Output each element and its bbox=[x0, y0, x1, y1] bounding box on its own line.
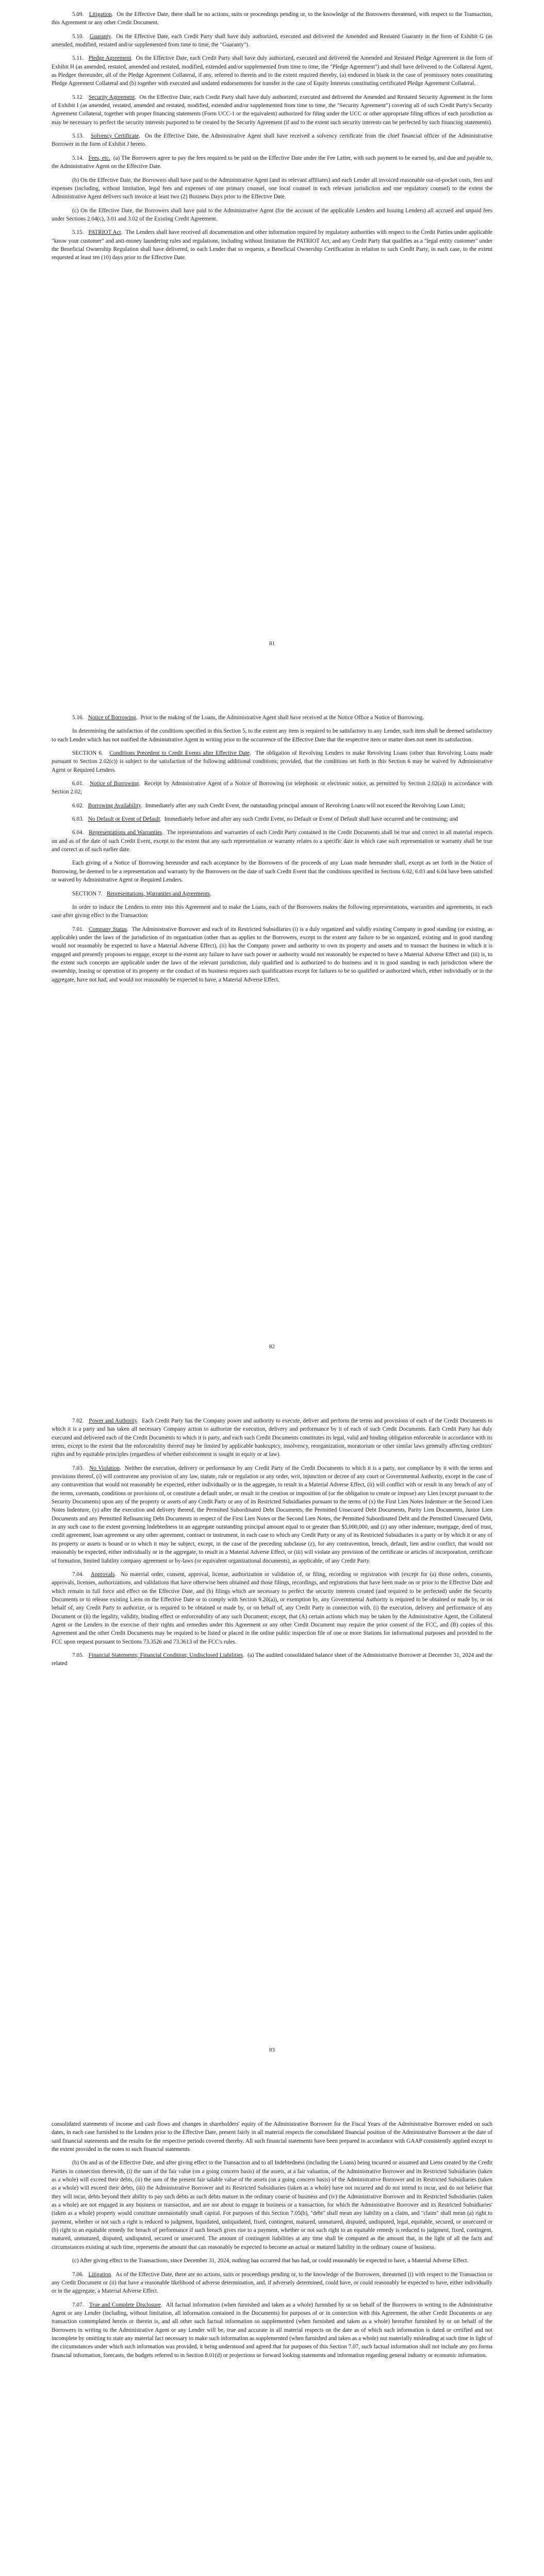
paragraph-7-06: 7.06. Litigation. As of the Effective Date, there are no actions, suits or proceedings pending or, to the knowledge of the Borrowers, threatened (i) with respect to the Transaction or any Credit Document or (ii) that have a reasonable likelihood of adverse determination, and, if adversely determined, could have, or could reasonably be expected to have, either individually or in the aggregate, a Material Adverse Effect. bbox=[52, 2271, 493, 2295]
paragraph-5-16: 5.16. Notice of Borrowing. Prior to the making of the Loans, the Administrative Agent shall have received at the Notice Office a Notice of Borrowing. bbox=[72, 715, 424, 721]
page-number: 83 bbox=[269, 2047, 275, 2053]
page-number: 81 bbox=[269, 640, 275, 647]
paragraph-6-01: 6.01. Notice of Borrowing. Receipt by Administrative Agent of a Notice of Borrowing (or telephonic or electronic notice, as permitted by Section 2.02(a)) in accordance with Section 2.02; bbox=[52, 781, 493, 795]
paragraph-6-04: 6.04. Representations and Warranties. The representations and warranties of each Credit Party contained in the Credit Documents shall be true and correct in all material respects on and as of the date of such Credit Event, except to the extent that any such representation or warranty relates to a specific date in which case such representation or warranty shall be true and correct as of such earlier date. bbox=[52, 829, 492, 853]
paragraph-5-14-a: 5.14. Fees, etc. (a) The Borrowers agree to pay the fees required to be paid on the Effective Date under the Fee Letter, with such payment to be earned by, and due and payable to, the Administrative Agent on the Effective Date. bbox=[52, 155, 493, 170]
paragraph-5-12: 5.12. Security Agreement. On the Effective Date, each Credit Party shall have duly authorized, executed and delivered the Amended and Restated Security Agreement in the form of Exhibit I (as amended, restated, amended and restated, modified, extended and/or supplemented from time to time, the "Security Agreement") covering all of such Credit Party's Security Agreement Collateral, together with proper financing statements (Form UCC-1 or the equivalent) authorized for filing under the UCC or other appropriate filing offices of each jurisdiction as may be necessary to perfect the security interests purported to be created by the Security Agreement (if and to the extent such security interests can be perfected by such financing statements). bbox=[52, 94, 493, 126]
paragraph-5-15: 5.15. PATRIOT Act. The Lenders shall have received all documentation and other information required by regulatory authorities with respect to the Credit Parties under applicable "know your customer" and anti-money laundering rules and regulations, including without limitation the PATRIOT Act, and any Credit Party that qualifies as a "legal entity customer" under the Beneficial Ownership Regulation shall have delivered, to each Lender that so requests, a Beneficial Ownership Certification in relation to such Credit Party, in each case, to the extent requested at least ten (10) days prior to the Effective Date. bbox=[52, 229, 493, 261]
paragraph-7-02: 7.02. Power and Authority. Each Credit Party has the Company power and authority to execute, deliver and perform the terms and provisions of each of the Credit Documents to which it is a party and has taken all necessary Company action to authorize the execution, delivery and performance by it of each of such Credit Documents. Each Credit Party has duly executed and delivered each of the Credit Documents to which it is party, and each such Credit Documents constitutes its legal, valid and binding obligation enforceable in accordance with its terms, except to the extent that the enforceability thereof may be limited by applicable bankruptcy, insolvency, reorganization, moratorium or other similar laws generally affecting creditors' rights and by equitable principles (regardless of whether enforcement is sought in equity or at law). bbox=[52, 1418, 493, 1458]
paragraph-notice-of-borrowing-representation: Each giving of a Notice of Borrowing hereunder and each acceptance by the Borrowers of the proceeds of any Loan made hereunder shall, except as set forth in the Notice of Borrowing, be deemed to be a representation and warranty by the Borrowers on the date of such Credit Event that the conditions specified in Sections 6.02, 6.03 and 6.04 have been satisfied or waived by Administrative Agent or Required Lenders. bbox=[52, 860, 492, 884]
paragraph-6-03: 6.03. No Default or Event of Default. Immediately before and after any such Credit Event, no Default or Event of Default shall have occurred and be continuing; and bbox=[72, 816, 458, 823]
paragraph-7-07: 7.07. True and Complete Disclosure. All factual information (when furnished and taken as a whole) furnished by or on behalf of the Borrowers in writing to the Administrative Agent or any Lender (including, without limitation, all information contained in the Documents) for purposes of or in connection with this Agreement, the other Credit Documents or any transaction contemplated herein or therein is, and all other such factual information so supplemented (when furnished and taken as a whole) hereafter furnished by or on behalf of the Borrowers in writing to the Administrative Agent or any Lender will be, true and accurate in all material respects on the date as of which such information is dated or certified and not incomplete by omitting to state any material fact necessary to make such information as supplemented (when furnished and taken as a whole) not materially misleading at such time in light of the circumstances under which such information was provided, it being understood and agreed that for purposes of this Section 7.07, such factual information shall not include any pro forma financial information, forecasts, the budgets referred to in Section 8.01(d) or projections or forward looking statements and information regarding general industry or economic information. bbox=[52, 2301, 492, 2359]
paragraph-5-11: 5.11. Pledge Agreement. On the Effective Date, each Credit Party shall have duly authorized, executed and delivered the Amended and Restated Pledge Agreement in the form of Exhibit H (as amended, restated, amended and restated, modified, extended and/or supplemented from time to time, the "Pledge Agreement") and shall have delivered to the Collateral Agent, as Pledgee thereunder, all of the Pledge Agreement Collateral, if any, referred to therein and to the extent required thereby, (a) endorsed in blank in the case of promissory notes constituting Pledge Agreement Collateral and (b) together with executed and undated endorsements for transfer in the case of Equity Interests constituting certificated Pledge Agreement Collateral. bbox=[52, 55, 493, 87]
document-page-83 bbox=[0, 1406, 544, 2110]
page-body bbox=[52, 2110, 492, 2360]
paragraph-section-7-intro: In order to induce the Lenders to enter into this Agreement and to make the Loans, each of the Borrowers makes the following representations, warranties and agreements, in each case after giving effect to the Transaction: bbox=[52, 904, 492, 919]
paragraph-5-10: 5.10. Guaranty. On the Effective Date, each Credit Party shall have duly authorized, executed and delivered the Amended and Restated Guaranty in the form of Exhibit G (as amended, modified, restated and/or supplemented from time to time, the "Guaranty"). bbox=[52, 33, 493, 48]
document-page-82 bbox=[0, 703, 544, 1406]
section-7-heading: SECTION 7. Representations, Warranties and Agreements. bbox=[72, 890, 211, 897]
page-body bbox=[52, 1406, 492, 1668]
paragraph-7-05-b: (b) On and as of the Effective Date, and after giving effect to the Transaction and to all Indebtedness (including the Loans) being incurred or assumed and Liens created by the Credit Parties in connection therewith, (i) the sum of the fair value (on a going concern basis) of the assets, at a fair valuation, of the Administrative Borrower and its Restricted Subsidiaries (taken as a whole) will exceed their debts, (ii) the sum of the present fair salable value of the assets (on a going concern basis) of the Administrative Borrower and its Restricted Subsidiaries (taken as a whole) will exceed their debts, (iii) the Administrative Borrower and its Restricted Subsidiaries (taken as a whole) have not incurred and do not intend to incur, and do not believe that they will incur, debts beyond their ability to pay such debts as such debts mature in the ordinary course of business and (iv) the Administrative Borrower and its Restricted Subsidiaries (taken as a whole) are not engaged in any business or transaction, and are not about to engage in business or a transaction, for which the Administrative Borrower and its Restricted Subsidiaries' (taken as a whole) property would constitute unreasonably small capital. For purposes of this Section 7.05(b), "debt" shall mean any liability on a claim, and "claim" shall mean (a) right to payment, whether or not such a right is reduced to judgment, liquidated, unliquidated, fixed, contingent, matured, unmatured, disputed, undisputed, legal, equitable, secured, or unsecured or (b) right to an equitable remedy for breach of performance if such breach gives rise to a payment, whether or not such right to an equitable remedy is reduced to judgment, fixed, contingent, matured, unmatured, disputed, undisputed, secured or unsecured. The amount of contingent liabilities at any time shall be computed as the amount that, in the light of all the facts and circumstances existing at such time, represents the amount that can reasonably be expected to become an actual or matured liability in the ordinary course of business. bbox=[52, 2160, 492, 2250]
paragraph-7-05-a: 7.05. Financial Statements; Financial Condition; Undisclosed Liabilities. (a) The audited consolidated balance sheet of the Administrative Borrower at December 31, 2024 and the related bbox=[52, 1652, 493, 1667]
document-page-81 bbox=[0, 0, 544, 703]
page-body bbox=[52, 0, 492, 262]
page-body bbox=[52, 703, 492, 984]
paragraph-5-14-b: (b) On the Effective Date, the Borrowers shall have paid to the Administrative Agent (and its relevant affiliates) and each Lender all invoiced reasonable out-of-pocket costs, fees and expenses (including, without limitation, legal fees and expenses of one primary counsel, one local counsel in each relevant jurisdiction and one regulatory counsel) to the extent the Administrative Agent delivers such invoice at least two (2) Business Days prior to the Effective Date. bbox=[52, 177, 492, 200]
paragraph-5-14-c: (c) On the Effective Date, the Borrowers shall have paid to the Administrative Agent (for the account of the applicable Lenders and Issuing Lenders) all accrued and unpaid fees under Sections 2.04(c), 3.01 and 3.02 of the Existing Credit Agreement. bbox=[52, 207, 492, 222]
paragraph-section-6: SECTION 6. Conditions Precedent to Credit Events after Effective Date. The obligation of Revolving Lenders to make Revolving Loans (other than Revolving Loans made pursuant to Section 2.02(c)) is subject to the satisfaction of the following additional conditions; provided, that the conditions set forth in this Section 6 may be waived by Administrative Agent or Required Lenders. bbox=[52, 750, 492, 773]
document-page-84 bbox=[0, 2110, 544, 2576]
paragraph-7-05-c: (c) After giving effect to the Transactions, since December 31, 2024, nothing has occurred that has had, or could reasonably be expected to have, a Material Adverse Effect. bbox=[72, 2258, 469, 2264]
paragraph-7-05-a-continued: consolidated statements of income and cash flows and changes in shareholders' equity of the Administrative Borrower for the Fiscal Years of the Administrative Borrower ended on such dates, in each case furnished to the Lenders prior to the Effective Date, present fairly in all material respects the consolidated financial position of the Administrative Borrower at the date of said financial statements and the results for the respective periods covered thereby. All such financial statements have been prepared in accordance with GAAP consistently applied except to the extent provided in the notes to such financial statements. bbox=[52, 2121, 492, 2153]
paragraph-7-01: 7.01. Company Status. The Administrative Borrower and each of its Restricted Subsidiaries (i) is a duly organized and validly existing Company in good standing (or existing, as applicable) under the laws of the jurisdiction of its organization (other than as applies to the Borrowers, except to the extent any failure to be so organized, existing and in good standing would not reasonably be expected to have a Material Adverse Effect), (ii) has the Company power and authority to own its property and assets and to transact the business in which it is engaged and presently proposes to engage, except to the extent any failure to have such power or authority would not reasonably be expected to have a Material Adverse Effect and (iii) is, to the extent such concepts are applicable under the laws of the relevant jurisdiction, duly qualified and is authorized to do business and is in good standing in each jurisdiction where the ownership, leasing or operation of its property or the conduct of its business requires such qualifications except for failures to be so qualified or authorized which, either individually or in the aggregate, have not had, and would not reasonably be expected to have, a Material Adverse Effect. bbox=[52, 926, 493, 983]
paragraph-6-02: 6.02. Borrowing Availability. Immediately after any such Credit Event, the outstanding principal amount of Revolving Loans will not exceed the Revolving Loan Limit; bbox=[72, 802, 465, 809]
paragraph-5-13: 5.13. Solvency Certificate. On the Effective Date, the Administrative Agent shall have received a solvency certificate from the chief financial officer of the Administrative Borrower in the form of Exhibit J hereto. bbox=[52, 133, 492, 148]
paragraph-5-09: 5.09. Litigation. On the Effective Date, there shall be no actions, suits or proceedings pending or, to the knowledge of the Borrowers threatened, with respect to the Transaction, this Agreement or any other Credit Document. bbox=[52, 11, 492, 26]
paragraph-section-5-satisfaction: In determining the satisfaction of the conditions specified in this Section 5, to the extent any item is required to be satisfactory to any Lender, such item shall be deemed satisfactory to each Lender which has not notified the Administrative Agent in writing prior to the occurrence of the Effective Date that the respective item or matter does not meet its satisfaction. bbox=[52, 728, 492, 743]
paragraph-7-03: 7.03. No Violation. Neither the execution, delivery or performance by any Credit Party of the Credit Documents to which it is a party, nor compliance by it with the terms and provisions thereof, (i) will contravene any provision of any law, statute, rule or regulation or any order, writ, injunction or decree of any court or Governmental Authority, except in the case of any contravention that would not reasonably be expected, either individually or in the aggregate, to result in a Material Adverse Effect, (ii) will conflict with or result in any breach of any of the terms, covenants, conditions or provisions of, or constitute a default under, or result in the creation or imposition of (or the obligation to create or impose) any Lien (except pursuant to the Security Documents) upon any of the property or assets of any Credit Party or any of its Restricted Subsidiaries pursuant to the terms of (x) the First Lien Notes Indenture or the Second Lien Notes Indenture, (y) after the execution and delivery thereof, the Permitted Subordinated Debt Documents, the Permitted Unsecured Debt Documents, Parity Lien Documents, Junior Lien Documents and any Permitted Refinancing Debt Documents in respect of the First Lien Notes or the Second Lien Notes, the Permitted Subordinated Debt and the Permitted Unsecured Debt, in any such case to the extent governing Indebtedness in an aggregate outstanding principal amount equal to or greater than $5,000,000, and (z) any other indenture, mortgage, deed of trust, credit agreement, loan agreement or any other agreement, contract or instrument, in each case to which any Credit Party or any of its Restricted Subsidiaries is a party or by which it or any of its property or assets is bound or to which it may be subject, except, in the case of the preceding subclause (z), for any contravention, breach, default, lien and/or conflict, that would not reasonably be expected, either individually or in the aggregate, to result in a Material Adverse Effect, or (iii) will violate any provision of the certificate or articles of incorporation, certificate of formation, limited liability company agreement or by-laws (or equivalent organizational documents), as applicable, of any Credit Party. bbox=[52, 1465, 492, 1564]
paragraph-7-04: 7.04. Approvals. No material order, consent, approval, license, authorization or validation of, or filing, recording or registration with (except for (a) those orders, consents, approvals, licenses, authorizations, and validations that have otherwise been obtained and those filings, recordings, and registrations that have been made on or prior to the Effective Date and which remain in full force and effect on the Effective Date, and (b) filings which are necessary to perfect the security interests created (and required to be perfected) under the Security Documents or to release existing Liens on the Effective Date or to comply with Section 9.20(a)), or exemption by, any Governmental Authority is required to be obtained or made by, or on behalf of, any Credit Party to authorize, or is required to be obtained or made by, or on behalf of, any Credit Party in connection with, (i) the execution, delivery and performance of any Document or (ii) the legality, validity, binding effect or enforceability of any such Document; except, that (A) certain actions which may be taken by the Administrative Agent, the Collateral Agent or the Lenders in the exercise of their rights and remedies under this Agreement or any other Credit Document may require the prior consent of the FCC, and (B) copies of this Agreement and the other Credit Documents may be required to be listed or placed in the online public inspection file of one or more Stations for informational purposes and provided to the FCC upon request pursuant to Sections 73.3526 and 73.3613 of the FCC's rules. bbox=[52, 1571, 493, 1645]
page-number: 82 bbox=[269, 1344, 275, 1350]
